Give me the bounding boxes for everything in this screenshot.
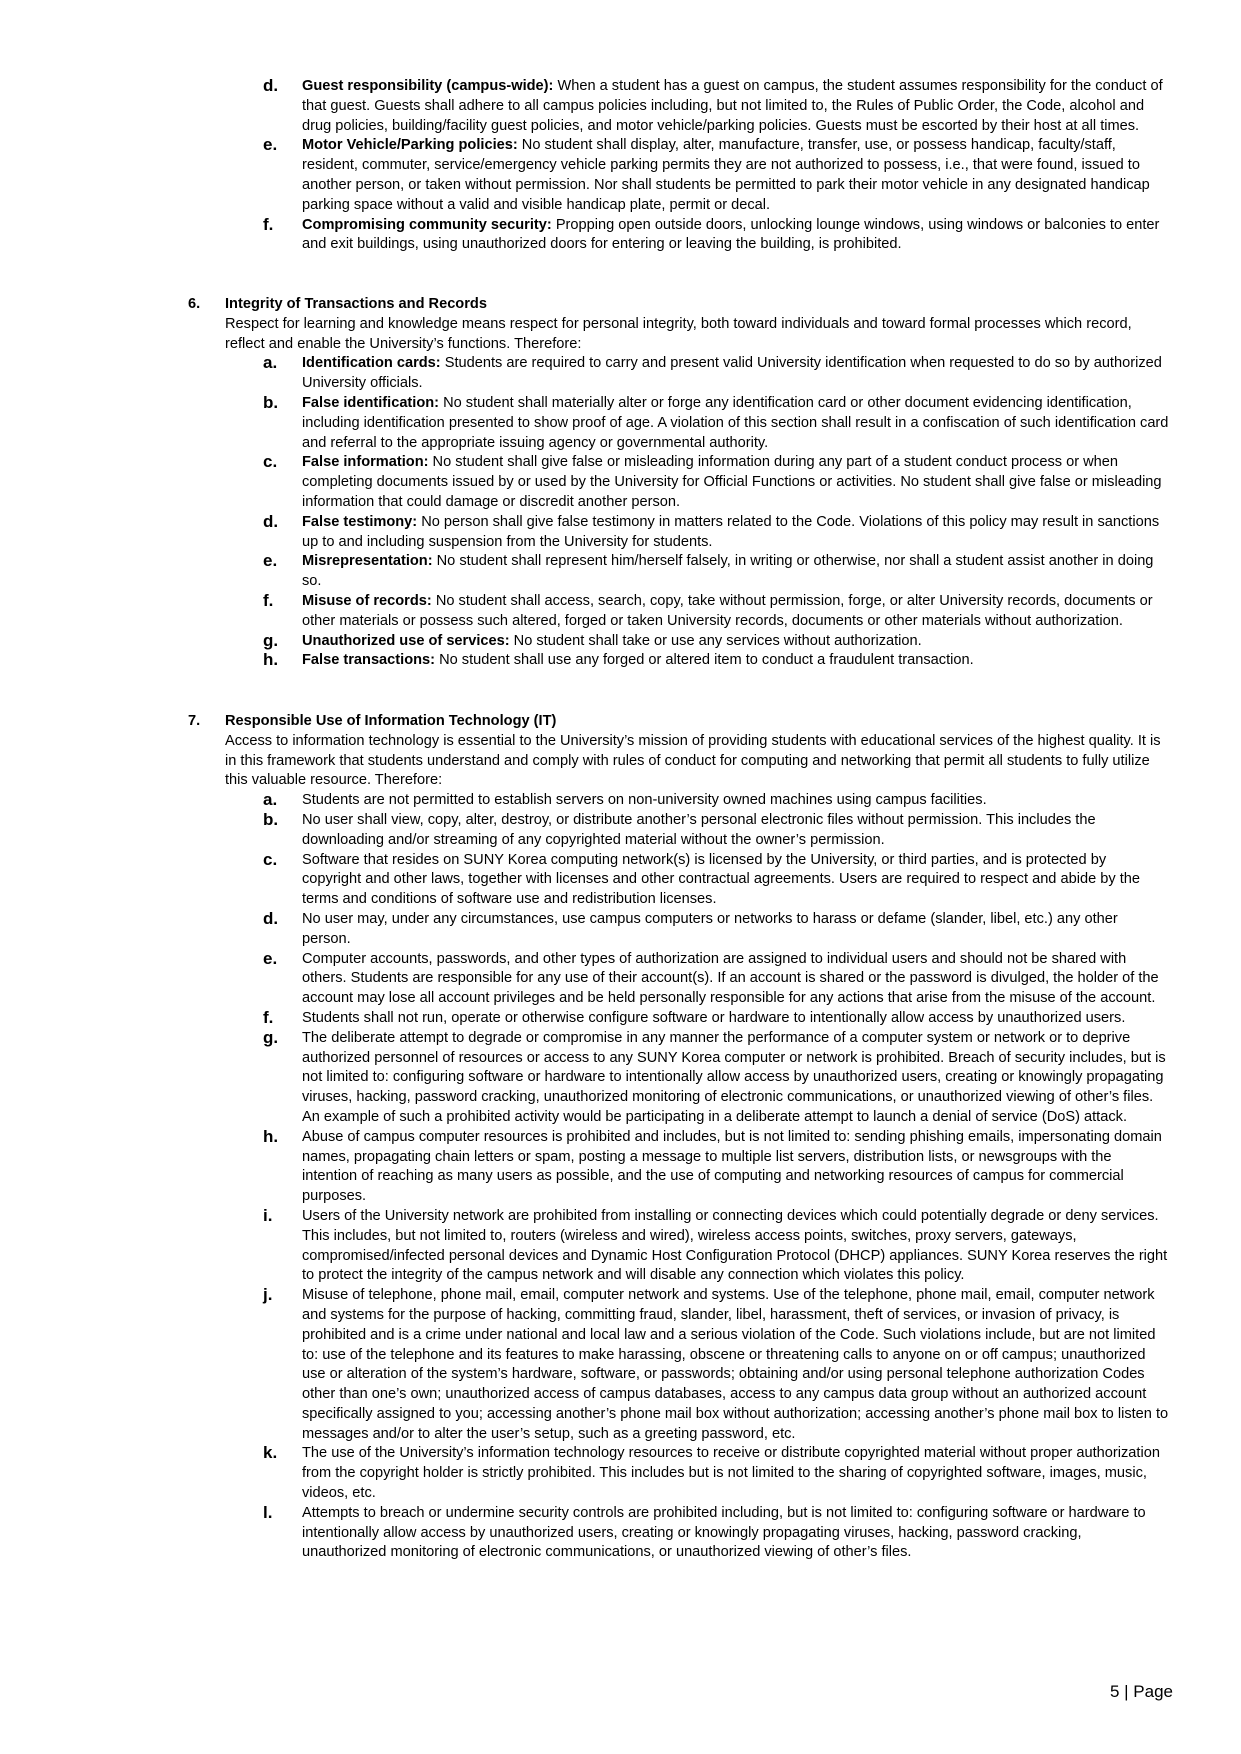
- list-item-text: Students are required to carry and present valid University identification when requested to do so by authorized University officials.: [302, 355, 1162, 392]
- section-7-number: 7.: [188, 713, 201, 729]
- list-item-text: No student shall give false or misleading information during any part of a student conduct process or when completing documents issued by or used by the University for Official Functions or activities. No student shall give false or misleading information that could damage or discredit another person.: [302, 454, 1162, 510]
- list-item: [0, 811, 1241, 851]
- list-item-text: No user may, under any circumstances, use campus computers or networks to harass or defame (slander, libel, etc.) any other person.: [302, 910, 1118, 947]
- list-item-text: Students are not permitted to establish servers on non-university owned machines using campus facilities.: [302, 792, 987, 809]
- list-item-term: False information:: [302, 454, 429, 471]
- list-item-letter: f.: [263, 1007, 274, 1027]
- list-item: [0, 453, 1241, 512]
- list-item: [0, 513, 1241, 553]
- list-item: [0, 552, 1241, 592]
- list-item: [0, 1286, 1241, 1444]
- list-item-term: Identification cards:: [302, 355, 441, 372]
- section-5-items: [0, 77, 1241, 255]
- list-item: [0, 950, 1241, 1009]
- list-item-letter: f.: [263, 590, 274, 610]
- list-item-text: Computer accounts, passwords, and other types of authorization are assigned to individual users and should not be shared with others. Students are responsible for any use of their account(s). If an account is shared or the password is divulged, the holder of the account may lose all account privileges and be held personally responsible for any actions that arise from the misuse of the account.: [302, 950, 1159, 1007]
- section-6-heading: [0, 295, 1241, 315]
- list-item: [0, 632, 1241, 652]
- section-7-heading: [0, 712, 1241, 732]
- list-item-text: Misuse of telephone, phone mail, email, computer network and systems. Use of the telephone, phone mail, email, computer network and systems for the purpose of hacking, committing fraud, slander, libel, harassment, theft of services, or invasion of privacy, is prohibited and is a crime under national and local law and a serious violation of the Code. Such violations include, but are not limited to: use of the telephone and its features to make harassing, obscene or threatening calls to anyone on or off campus; unauthorized use or alteration of the system’s hardware, software, or passwords; obtaining and/or using personal telephone authorization Codes other than one’s own; unauthorized access of campus databases, access to any campus data group without an authorized account specifically assigned to you; accessing another’s phone mail box without authorization; accessing another’s phone mail box to listen to messages and/or to alter the user’s setup, such as a greeting password, etc.: [302, 1287, 1169, 1442]
- list-item-text: The deliberate attempt to degrade or compromise in any manner the performance of a computer system or network or to deprive authorized personnel of resources or access to any SUNY Korea computer or network is prohibited. Breach of security includes, but is not limited to: configuring software or hardware to intentionally allow access by unauthorized users, creating or knowingly propagating viruses, hacking, password cracking, unauthorized monitoring of electronic communications, or unauthorized viewing of other’s files. An example of such a prohibited activity would be participating in a deliberate attempt to launch a denial of service (DoS) attack.: [302, 1029, 1166, 1125]
- list-item-text: Students shall not run, operate or otherwise configure software or hardware to intentionally allow access by unauthorized users.: [302, 1009, 1126, 1026]
- list-item: [0, 354, 1241, 394]
- list-item-letter: l.: [263, 1502, 273, 1522]
- list-item-term: Motor Vehicle/Parking policies:: [302, 137, 518, 154]
- section-7-intro: Access to information technology is essential to the University’s mission of providing students with educational services of the highest quality. It is in this framework that students understand and comply with rules of conduct for computing and networking that permit all students to fully utilize this valuable resource. Therefore:: [225, 732, 1161, 789]
- list-item-letter: b.: [263, 392, 279, 412]
- list-item-letter: e.: [263, 135, 278, 155]
- list-item: [0, 1128, 1241, 1207]
- list-item-text: Users of the University network are prohibited from installing or connecting devices which could potentially degrade or deny services. This includes, but not limited to, routers (wireless and wired), wireless access points, switches, proxy servers, gateways, compromised/infected personal devices and Dynamic Host Configuration Protocol (DHCP) appliances. SUNY Korea reserves the right to protect the integrity of the campus network and will disable any connection which violates this policy.: [302, 1207, 1168, 1284]
- section-6: [0, 295, 1241, 671]
- list-item-letter: j.: [263, 1285, 273, 1305]
- list-item: [0, 592, 1241, 632]
- section-6-number: 6.: [188, 296, 201, 312]
- list-item-term: False testimony:: [302, 513, 418, 530]
- list-item-term: Misuse of records:: [302, 592, 432, 609]
- list-item-text: Propping open outside doors, unlocking lounge windows, using windows or balconies to enter and exit buildings, using unauthorized doors for entering or leaving the building, is prohibited.: [302, 216, 1160, 253]
- list-item-text: Attempts to breach or undermine security controls are prohibited including, but is not limited to: configuring software or hardware to intentionally allow access by unauthorized users, creating or knowingly propagating viruses, hacking, password cracking, unauthorized monitoring of electronic communications, or unauthorized viewing of other’s files.: [302, 1504, 1146, 1561]
- list-item-text: The use of the University’s information technology resources to receive or distribute copyrighted material without proper authorization from the copyright holder is strictly prohibited. This includes but is not limited to the sharing of copyrighted software, images, music, videos, etc.: [302, 1445, 1160, 1502]
- list-item-letter: f.: [263, 214, 274, 234]
- section-6-intro: Respect for learning and knowledge means respect for personal integrity, both toward individuals and toward formal processes which record, reflect and enable the University’s functions. Therefore:: [225, 315, 1132, 352]
- list-item: [0, 791, 1241, 811]
- list-item-text: No student shall access, search, copy, take without permission, forge, or alter University records, documents or other materials or possess such altered, forged or taken University records, documents or other materials without authorization.: [302, 592, 1153, 629]
- list-item: [0, 77, 1241, 136]
- list-item-letter: k.: [263, 1443, 278, 1463]
- list-item-letter: g.: [263, 1027, 279, 1047]
- list-item-term: False transactions:: [302, 652, 436, 669]
- section-5-continuation: [0, 77, 1241, 255]
- list-item-letter: d.: [263, 76, 279, 95]
- list-item-letter: d.: [263, 908, 279, 928]
- list-item: [0, 1504, 1241, 1563]
- list-item-term: Compromising community security:: [302, 216, 552, 233]
- list-item-letter: e.: [263, 551, 278, 571]
- list-item-letter: a.: [263, 790, 278, 810]
- list-item: [0, 1009, 1241, 1029]
- section-7-title: Responsible Use of Information Technology (IT): [225, 713, 557, 729]
- page-number: 5 | Page: [1109, 1682, 1173, 1701]
- list-item: [0, 394, 1241, 453]
- section-7-items: [0, 791, 1241, 1563]
- list-item-text: No user shall view, copy, alter, destroy, or distribute another’s personal electronic files without permission. This includes the downloading and/or streaming of any copyrighted material without the owner’s permission.: [302, 811, 1096, 848]
- list-item-letter: c.: [263, 849, 278, 869]
- list-item-term: Misrepresentation:: [302, 553, 433, 570]
- list-item-term: False identification:: [302, 394, 440, 411]
- list-item-letter: h.: [263, 1126, 279, 1146]
- list-item-letter: a.: [263, 353, 278, 373]
- list-item: [0, 1029, 1241, 1128]
- list-item-term: Guest responsibility (campus-wide):: [302, 78, 554, 94]
- list-item-text: No person shall give false testimony in matters related to the Code. Violations of this policy may result in sanctions up to and including suspension from the University for students.: [302, 513, 1160, 550]
- list-item-text: Software that resides on SUNY Korea computing network(s) is licensed by the University, or third parties, and is protected by copyright and other laws, together with licenses and other contractual agreements. Users are required to respect and abide by the terms and conditions of software use and redistribution licenses.: [302, 851, 1140, 908]
- list-item-letter: i.: [263, 1205, 273, 1225]
- list-item: [0, 851, 1241, 910]
- list-item: [0, 1444, 1241, 1503]
- section-6-items: [0, 354, 1241, 671]
- list-item: [0, 651, 1241, 671]
- list-item: [0, 910, 1241, 950]
- list-item-letter: h.: [263, 650, 279, 670]
- list-item-text: No student shall take or use any services without authorization.: [509, 632, 922, 649]
- section-7: [0, 712, 1241, 1563]
- list-item-letter: d.: [263, 511, 279, 531]
- list-item-letter: g.: [263, 630, 279, 650]
- list-item-text: No student shall display, alter, manufacture, transfer, use, or possess handicap, faculty/staff, resident, commuter, service/emergency vehicle parking permits they are not authorized to possess, i.e., that were found, issued to another person, or taken without permission. Nor shall students be permitted to park their motor vehicle in any designated handicap parking space without a valid and visible handicap plate, permit or decal.: [302, 137, 1150, 213]
- list-item-letter: c.: [263, 452, 278, 472]
- list-item-text: No student shall represent him/herself falsely, in writing or otherwise, nor shall a student assist another in doing so.: [302, 553, 1154, 590]
- list-item-text: Abuse of campus computer resources is prohibited and includes, but is not limited to: sending phishing emails, impersonating domain names, propagating chain letters or spam, posting a message to multiple list servers, distribution lists, or newsgroups with the intention of reaching as many users as possible, and the use of computing and networking resources of campus for commercial purposes.: [302, 1128, 1162, 1205]
- list-item-letter: e.: [263, 948, 278, 968]
- list-item: [0, 136, 1241, 215]
- section-6-title: Integrity of Transactions and Records: [225, 296, 487, 312]
- list-item-text: When a student has a guest on campus, the student assumes responsibility for the conduct of that guest. Guests shall adhere to all campus policies including, but not limited to, the Rules of Public Order, the Code, alcohol and drug policies, building/facility guest policies, and motor vehicle/parking policies. Guests must be escorted by their host at all times.: [302, 78, 1163, 134]
- list-item-letter: b.: [263, 809, 279, 829]
- list-item: [0, 216, 1241, 256]
- list-item-text: No student shall use any forged or altered item to conduct a fraudulent transaction.: [435, 652, 974, 669]
- list-item: [0, 1207, 1241, 1286]
- list-item-text: No student shall materially alter or forge any identification card or other document evidencing identification, including identification presented to show proof of age. A violation of this section shall result in a confiscation of such identification card and referral to the appropriate issuing agency or governmental authority.: [302, 394, 1169, 451]
- list-item-term: Unauthorized use of services:: [302, 632, 510, 649]
